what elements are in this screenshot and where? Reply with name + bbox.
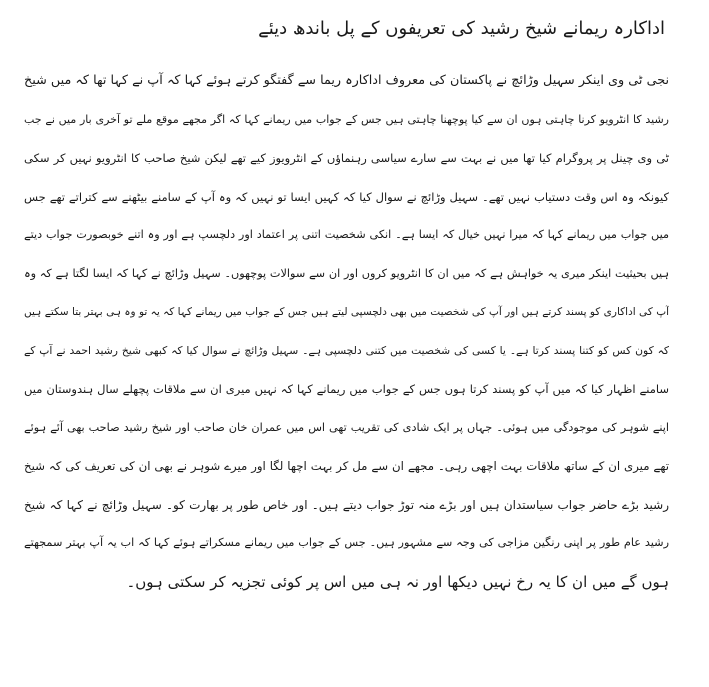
body-line: تھے میری ان کے ساتھ ملاقات بہت اچھی رہی۔ مجھے ان سے مل کر بہت اچھا لگا اور میرے شوہر نے بھی ان کی تعریف کی کہ شیخ	[24, 459, 669, 473]
body-line: رشید کا انٹرویو کرنا چاہتی ہوں ان سے کیا پوچھنا چاہتی ہیں جس کے جواب میں ریمانے کہا کہ اگر مجھے موقع ملے تو آخری بار میں نے جب	[24, 112, 669, 126]
body-line: میں جواب میں ریمانے کہا کہ میرا نہیں خیال کہ ایسا ہے۔ انکی شخصیت اتنی پر اعتماد اور دلچسپ ہے اور وہ اتنے خوبصورت جواب دیتے	[24, 228, 669, 241]
body-line: اپنے شوہر کی موجودگی میں ہوئی۔ جہاں پر ایک شادی کی تقریب تھی اس میں عمران خان صاحب اور شیخ رشید صاحب بھی آئے ہوئے	[24, 420, 669, 434]
body-line: رشید بڑے حاضر جواب سیاستدان ہیں اور بڑے منہ توڑ جواب دیتے ہیں۔ اور خاص طور پر بھارت کو۔ سہیل وڑائچ نے کہا کہ شیخ	[24, 497, 669, 512]
body-line: کیونکہ وہ اس وقت دستیاب نہیں تھے۔ سہیل وڑائچ نے سوال کیا کہ کہیں ایسا تو نہیں کہ وہ آپ کے سامنے بیٹھنے سے کتراتے تھے جس	[24, 189, 669, 204]
body-line: آپ کی اداکاری کو پسند کرتے ہیں اور آپ کی شخصیت میں بھی دلچسپی لیتے ہیں جس کے جواب میں ریمانے کہا کہ یہ تو وہ ہی بہتر بتا سکتے ہیں	[24, 306, 669, 318]
body-line: ہیں بحیثیت اینکر میری یہ خواہش ہے کہ میں ان کا انٹرویو کروں اور ان سے سوالات پوچھوں۔ سہیل وڑائچ نے کہا کہ ایسا لگتا ہے کہ وہ	[24, 266, 669, 280]
article-body	[24, 62, 669, 601]
body-line: رشید عام طور پر اپنی رنگین مزاجی کی وجہ سے مشہور ہیں۔ جس کے جواب میں ریمانے مسکراتے ہوئے کہا کہ اب یہ آپ بہتر سمجھتے	[24, 536, 669, 549]
body-line: کہ کون کس کو کتنا پسند کرتا ہے۔ یا کسی کی شخصیت میں کتنی دلچسپی ہے۔ سہیل وڑائچ نے سوال کیا کہ کبھی شیخ رشید احمد نے آپ کے	[24, 343, 669, 357]
body-line: نجی ٹی وی اینکر سہیل وڑائچ نے پاکستان کی معروف اداکارہ ریما سے گفتگو کرتے ہوئے کہا کہ آپ نے کہا تھا کہ میں شیخ	[24, 73, 669, 88]
body-line: ہوں گے میں ان کا یہ رخ نہیں دیکھا اور نہ ہی میں اس پر کوئی تجزیہ کر سکتی ہوں۔	[126, 572, 669, 591]
article-title: اداکارہ ریمانے شیخ رشید کی تعریفوں کے پل باندھ دیئے	[258, 18, 665, 39]
body-line: ٹی وی چینل پر پروگرام کیا تھا میں نے بہت سے سارے سیاسی رہنماؤں کے انٹرویوز کیے تھے لیکن شیخ صاحب کا انٹرویو نہیں کر سکی	[24, 151, 669, 165]
body-line: سامنے اظہار کیا کہ میں آپ کو پسند کرتا ہوں جس کے جواب میں ریمانے کہا کہ نہیں میری ان سے ملاقات پچھلے سال ہندوستان میں	[24, 382, 669, 396]
